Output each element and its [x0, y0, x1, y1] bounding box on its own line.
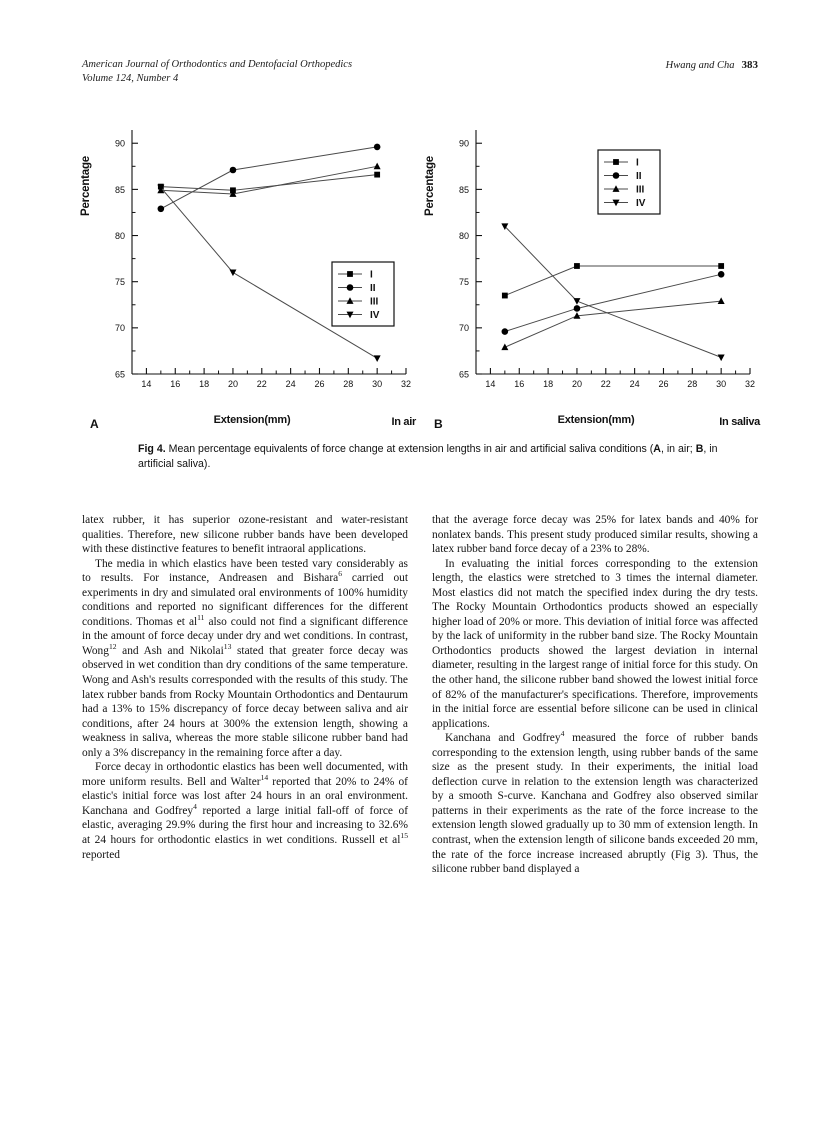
svg-text:90: 90: [114, 138, 125, 149]
svg-text:32: 32: [400, 379, 412, 389]
svg-text:20: 20: [571, 379, 582, 389]
chart-a-y-axis-title: Percentage: [80, 155, 92, 216]
figure-caption-mid2: , in artificial saliva).: [138, 443, 718, 470]
chart-a-panel-letter: A: [90, 417, 99, 431]
chart-b-plot: [430, 120, 762, 430]
svg-text:65: 65: [458, 369, 469, 380]
svg-text:65: 65: [114, 369, 125, 380]
journal-title: American Journal of Orthodontics and Dentofacial Orthopedics: [82, 59, 353, 70]
svg-text:28: 28: [687, 379, 698, 389]
right-column-paragraph: Kanchana and Godfrey$^4$ measured the force of rubber bands corresponding to the extension length, using rubber bands of the same size as the present study. In their experiments, the initial load deflection curve in relation to the extension length was characterized by a smooth S-curve. Kanchana and Godfrey also observed similar patterns in their experiments as the rate of the force increase to the extension length slowed gradually up to 30 mm of extension length. In contrast, when the extension length of silicone bands exceeded 20 mm, the rate of the force increase increased abruptly (Fig 3). Thus, the silicone rubber band displayed a: [432, 729, 758, 876]
figure-caption-a: A: [653, 443, 661, 455]
chart-b-panel-letter: B: [434, 417, 443, 431]
svg-text:18: 18: [543, 379, 554, 389]
svg-text:75: 75: [458, 277, 469, 288]
svg-text:IV: IV: [636, 198, 646, 210]
figure-caption-label: Fig 4.: [138, 443, 166, 455]
figure-caption-mid1: , in air;: [660, 443, 696, 455]
svg-text:70: 70: [458, 323, 469, 334]
svg-text:III: III: [370, 296, 379, 308]
chart-b-y-axis-title: Percentage: [424, 155, 436, 216]
svg-text:I: I: [370, 269, 373, 281]
svg-text:16: 16: [514, 379, 525, 389]
svg-text:32: 32: [744, 379, 756, 389]
chart-panel-a: [80, 120, 418, 431]
svg-text:22: 22: [256, 379, 267, 389]
svg-text:20: 20: [227, 379, 238, 389]
svg-text:26: 26: [658, 379, 669, 389]
svg-text:24: 24: [285, 379, 296, 389]
running-head-journal: [82, 58, 562, 86]
svg-text:18: 18: [199, 379, 210, 389]
svg-text:14: 14: [485, 379, 496, 389]
svg-text:28: 28: [343, 379, 354, 389]
svg-text:II: II: [636, 171, 642, 183]
chart-a-x-axis-title: Extension(mm): [213, 414, 291, 426]
left-column-paragraph: Force decay in orthodontic elastics has been well documented, with more uniform results. Bell and Walter$^{14}$ reported that 20% to 24% of elastic's initial force was lost after 24 hours in an oral environment. Kanchana and Godfrey$^4$ reported a large initial fall-off of force of elastic, averaging 29.9% during the first hour and increasing to 32.6% at 24 hours for orthodontic elastics in wet conditions. Russell et $al^{15}$ reported: [82, 761, 408, 861]
left-column-paragraph: latex rubber, it has superior ozone-resistant and water-resistant qualities. Therefore, new silicone rubber bands have been developed with these distinctive features to benefit intraoral applications.: [82, 514, 408, 556]
chart-panel-b: [424, 120, 762, 431]
chart-b-x-axis-title: Extension(mm): [557, 414, 635, 426]
svg-text:30: 30: [372, 379, 383, 389]
svg-text:22: 22: [600, 379, 611, 389]
running-head-authors-page: [666, 58, 758, 73]
svg-text:16: 16: [170, 379, 181, 389]
svg-text:80: 80: [114, 230, 125, 241]
figure-caption-b: B: [695, 443, 704, 455]
svg-text:I: I: [636, 157, 639, 169]
svg-text:26: 26: [314, 379, 325, 389]
svg-text:IV: IV: [370, 310, 380, 322]
chart-b-condition-label: In saliva: [719, 416, 760, 428]
svg-text:III: III: [636, 184, 645, 196]
right-column-paragraph: that the average force decay was 25% for latex bands and 40% for nonlatex bands. This present study produced similar results, showing a latex rubber band force decay of a 23% to 28%.: [432, 514, 758, 556]
chart-a-condition-label: In air: [391, 416, 416, 428]
svg-text:90: 90: [458, 138, 469, 149]
body-column-right: [432, 513, 758, 877]
running-head: [82, 58, 758, 92]
svg-text:30: 30: [716, 379, 727, 389]
running-head-authors: Hwang and Cha: [665, 60, 735, 71]
svg-text:75: 75: [114, 277, 125, 288]
figure-caption-text: Mean percentage equivalents of force change at extension lengths in air and artificial saliva conditions (: [165, 443, 654, 455]
svg-text:II: II: [370, 283, 376, 295]
svg-text:80: 80: [458, 230, 469, 241]
svg-text:24: 24: [629, 379, 640, 389]
figure-4: [82, 120, 758, 490]
page-number: 383: [741, 59, 758, 71]
figure-charts: [82, 120, 758, 430]
svg-text:85: 85: [114, 184, 125, 195]
svg-text:85: 85: [458, 184, 469, 195]
chart-a-plot: [86, 120, 418, 430]
body-column-left: [82, 513, 408, 862]
body-text: [82, 513, 758, 1073]
svg-text:14: 14: [141, 379, 152, 389]
left-column-paragraph: The media in which elastics have been tested vary considerably as to results. For instance, Andreasen and Bishara$^6$ carried out experiments in dry and simulated oral environments of 100% humidity conditions and reported no significant differences for the different conditions. Thomas et $al^{11}$ also could not find a significant difference in the amount of force decay under dry and wet conditions. In contrast, Wong$^{12}$ and Ash and Nikolai$^{13}$ stated that greater force decay was observed in wet condition than dry conditions of the same temperature. Wong and Ash's results corresponded with the results of this study. The latex rubber bands from Rocky Mountain Orthodontics and Dentaurum had a 13% to 15% discrepancy of force decay between saliva and air conditions, after 24 hours at 300% the extension length, showing a weakness in saliva, whereas the more stable silicone rubber band had only a 3% discrepancy in the remaining force after a day.: [82, 557, 409, 759]
svg-text:70: 70: [114, 323, 125, 334]
figure-caption: [138, 442, 750, 471]
right-column-paragraph: In evaluating the initial forces corresponding to the extension length, the elastics were stretched to 3 times the internal diameter. Most elastics did not match the specified index during the dry tests. The Rocky Mountain Orthodontics products showed an especially higher load of 20% or more. This deviation of initial force was affected by the lack of uniformity in the rubber band size. The Rocky Mountain Orthodontics products showed the largest deviation in internal diameter, resulting in the largest range of initial force for this study. On the other hand, the silicone rubber band showed the lowest initial force of 82% of the manufacturer's specifications. Therefore, improvements in the initial force are essential before silicone can be used in clinical applications.: [432, 557, 758, 730]
journal-volume: Volume 124, Number 4: [82, 73, 179, 84]
